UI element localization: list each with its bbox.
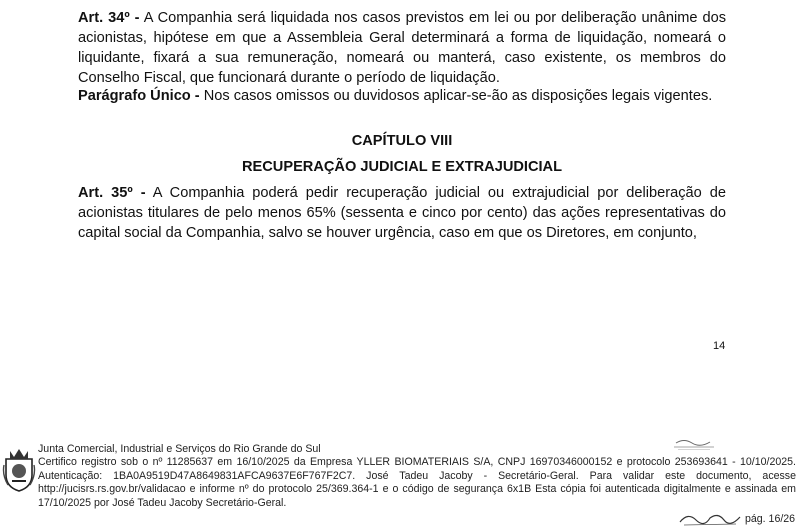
article-35-label: Art. 35º -: [78, 185, 146, 201]
chapter-title: RECUPERAÇÃO JUDICIAL E EXTRAJUDICIAL: [241, 159, 562, 175]
article-34-text: A Companhia será liquidada nos casos previstos em lei ou por deliberação unânime dos acionistas, hipótese em que a Assembleia Geral determinará a forma de liquidação, nomeará o liquidante, fixará a sua remuneração, nomeará ou manterá, caso existente, os membros do Conselho Fiscal, que funcionará durante o período de liquidação.: [78, 10, 726, 86]
article-34: [78, 8, 726, 88]
chapter-number: CAPÍTULO VIII: [351, 133, 453, 149]
state-seal-icon: [2, 445, 36, 493]
footer-certificate: Certifico registro sob o nº 11285637 em 16/10/2025 da Empresa YLLER BIOMATERIAIS S/A, CNPJ 16970346000152 e protocolo 253693641 - 10/10/2025. Autenticação: 1BA0A9519D47A8649831AFCA9637E6F767F2C7. José Tadeu Jacoby - Secretário-Geral. Para validar este documento, acesse http://jucisrs.rs.gov.br/validacao e informe nº do protocolo 25/369.364-1 e o código de segurança 6x1B Esta cópia foi autenticada digitalmente e assinada em 17/10/2025 por José Tadeu Jacoby Secretário-Geral.: [38, 456, 796, 509]
paragrafo-unico-text: Nos casos omissos ou duvidosos aplicar-se-ão as disposições legais vigentes.: [199, 88, 713, 104]
article-35-text: A Companhia poderá pedir recuperação judicial ou extrajudicial por deliberação de acionistas titulares de pelo menos 65% (sessenta e cinco por cento) das ações representativas do capital social da Companhia, salvo se houver urgência, caso em que os Diretores, em conjunto,: [78, 185, 726, 241]
signature-icon: [678, 508, 742, 528]
article-35: [78, 183, 726, 243]
registration-footer: [38, 443, 796, 510]
paragrafo-unico-label: Parágrafo Único -: [78, 88, 200, 104]
article-34-label: Art. 34º -: [78, 10, 140, 26]
footer-institution: Junta Comercial, Industrial e Serviços do Rio Grande do Sul: [38, 443, 321, 455]
paragrafo-unico: [78, 86, 726, 106]
footer-page-number: pág. 16/26: [745, 513, 796, 525]
page-number: 14: [713, 340, 726, 352]
